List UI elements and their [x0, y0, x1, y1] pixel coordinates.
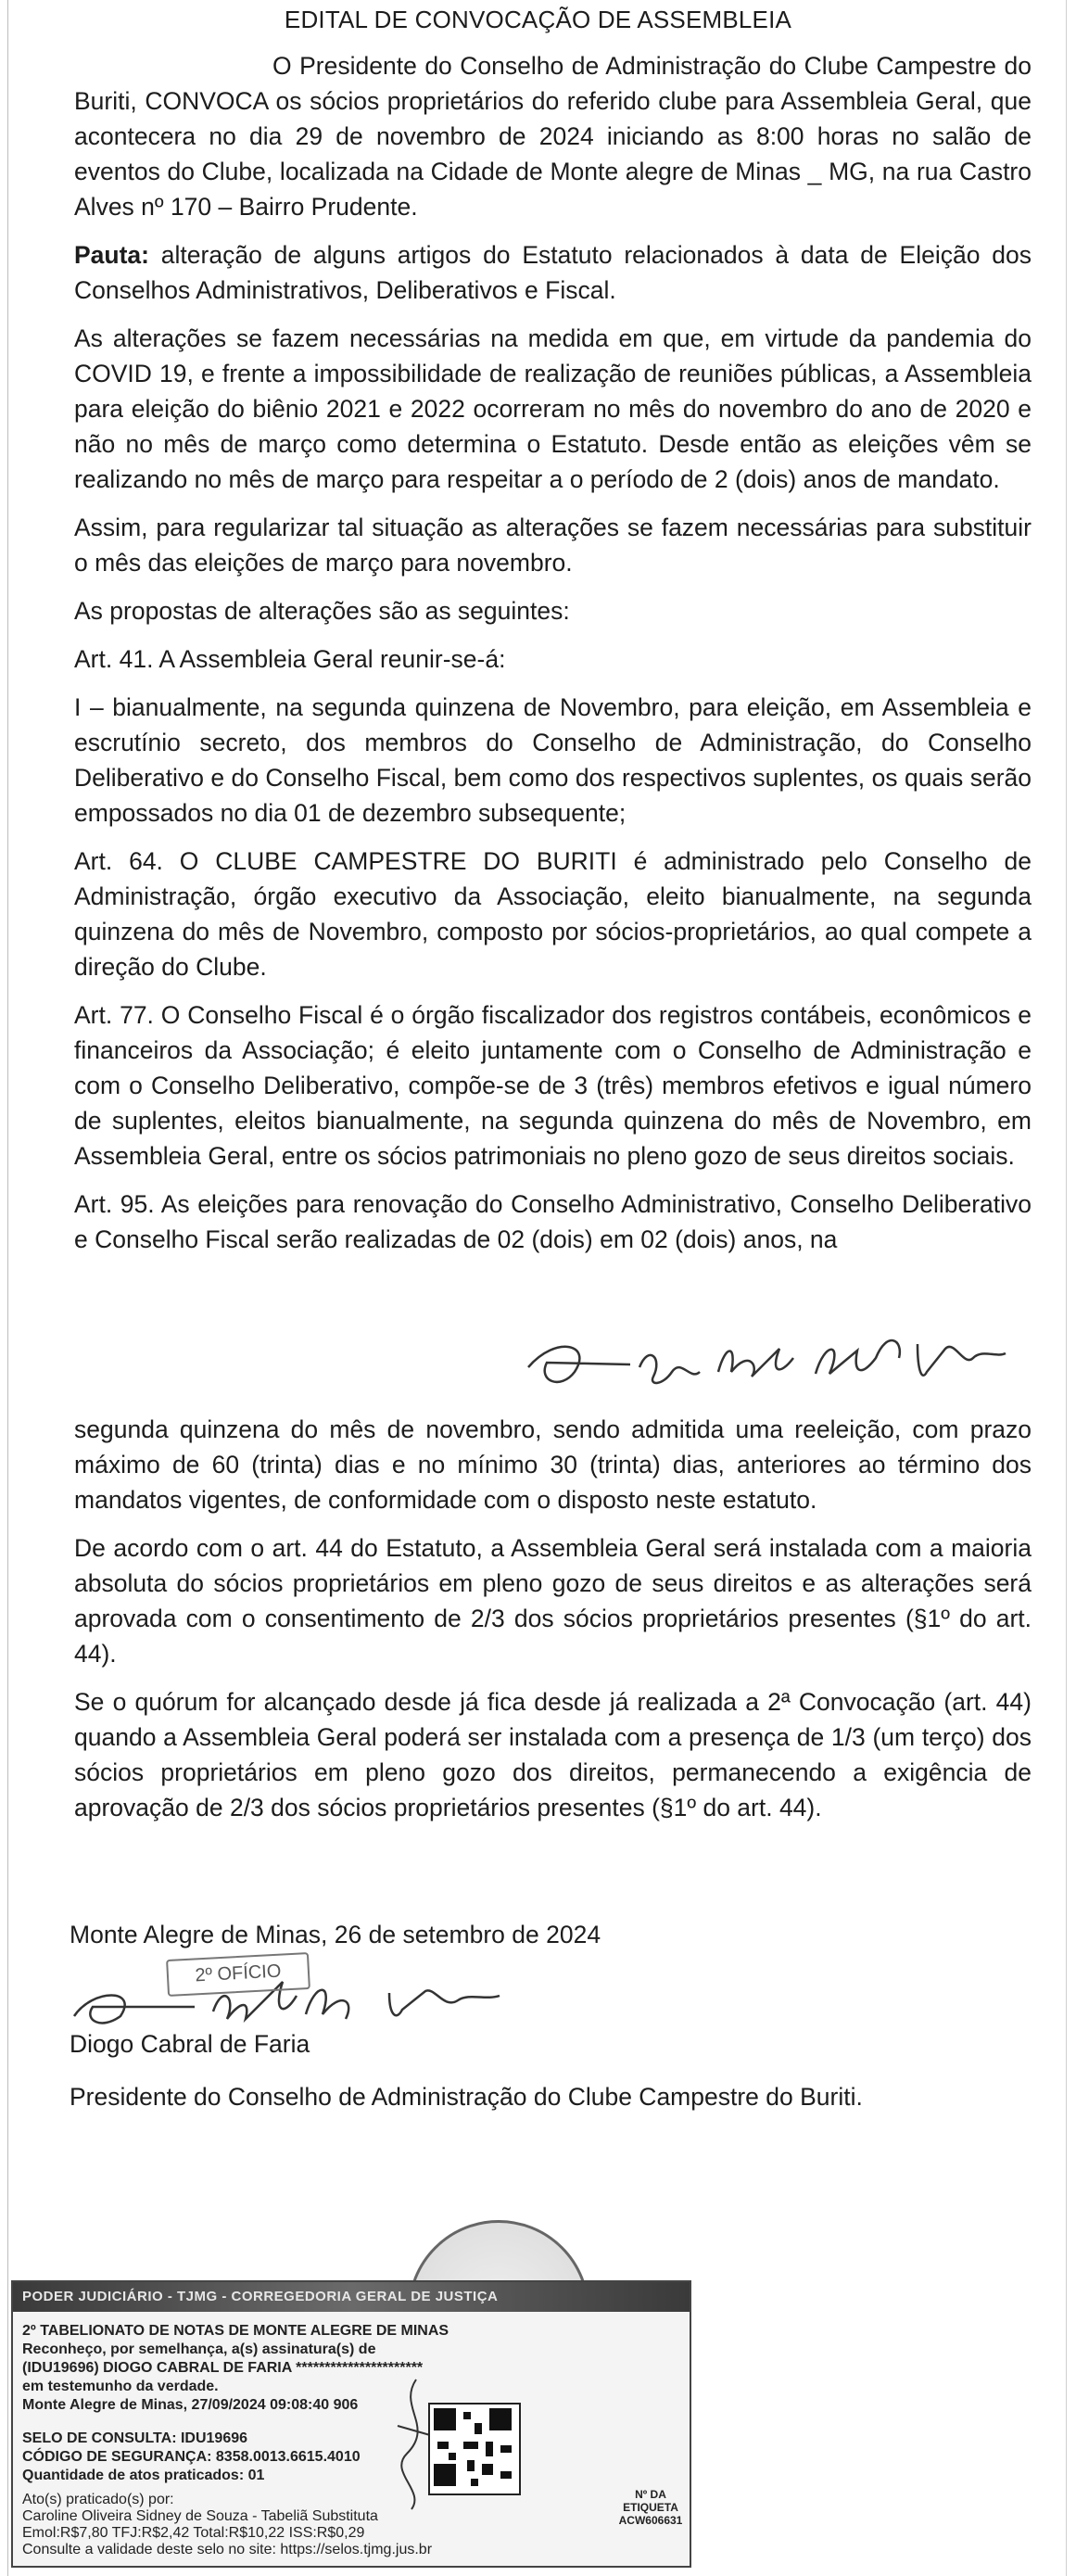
assim-paragraph: Assim, para regularizar tal situação as alterações se fazem necessárias para substituir o mês das eleições de março para novembro.: [74, 514, 1032, 577]
scan-edge-left: [7, 0, 8, 2576]
label-atos: Ato(s) praticado(s) por:: [22, 2492, 174, 2507]
propostas-paragraph: As propostas de alterações são as seguintes:: [74, 597, 570, 625]
art64-paragraph: Art. 64. O CLUBE CAMPESTRE DO BURITI é administrado pelo Conselho de Administração, órgão executivo da Associação, eleito bianualmente, na segunda quinzena do mês de Novembro, composto por sócios-proprietários, ao qual compete a direção do Clube.: [74, 847, 1032, 981]
label-line-1: Reconheço, por semelhança, a(s) assinatura(s) de: [22, 2341, 376, 2357]
label-line-3: em testemunho da verdade.: [22, 2379, 219, 2394]
label-selo: SELO DE CONSULTA: IDU19696: [22, 2430, 248, 2446]
signature-mid-page: [519, 1316, 1038, 1400]
label-quantidade: Quantidade de atos praticados: 01: [22, 2468, 265, 2483]
president-signature: [37, 1951, 593, 2035]
signer-name: Diogo Cabral de Faria: [70, 2030, 310, 2058]
label-header: PODER JUDICIÁRIO - TJMG - CORREGEDORIA GERAL DE JUSTIÇA: [13, 2282, 690, 2312]
etiqueta-label: Nº DA ETIQUETA: [623, 2488, 678, 2514]
scan-edge-right: [1066, 0, 1067, 2576]
label-tabelia: Caroline Oliveira Sidney de Souza - Tabeliã Substituta: [22, 2508, 378, 2524]
pauta-paragraph: [74, 237, 1032, 308]
label-line-2: (IDU19696) DIOGO CABRAL DE FARIA **********************: [22, 2360, 424, 2376]
oficio-stamp: 2º OFÍCIO: [166, 1952, 310, 1997]
label-office: 2º TABELIONATO DE NOTAS DE MONTE ALEGRE DE MINAS: [22, 2323, 449, 2339]
art77-paragraph: Art. 77. O Conselho Fiscal é o órgão fiscalizador dos registros contábeis, econômicos e financeiros da Associação; é eleito juntamente com o Conselho de Administração e com o Conselho Deliberativo, compõe-se de 3 (três) membros efetivos e igual número de suplentes, eleitos bianualmente, na segunda quinzena do mês de Novembro, em Assembleia Geral, entre os sócios patrimoniais no pleno gozo de seus direitos sociais.: [74, 1001, 1032, 1170]
body-bottom: [74, 1412, 1032, 1838]
quorum-paragraph: Se o quórum for alcançado desde já fica desde já realizada a 2ª Convocação (art. 44) quando a Assembleia Geral poderá ser instalada com a presença de 1/3 (um terço) dos sócios proprietários em pleno gozo dos direitos, permanecendo a exigência de aprovação de 2/3 dos sócios proprietários presentes (§1º do art. 44).: [74, 1688, 1032, 1821]
art41-item: I – bianualmente, na segunda quinzena de Novembro, para eleição, em Assembleia e escrutínio secreto, dos membros do Conselho de Administração, do Conselho Deliberativo e do Conselho Fiscal, bem como dos respectivos suplentes, os quais serão empossados no dia 01 de dezembro subsequente;: [74, 693, 1032, 827]
art95-paragraph-part1: Art. 95. As eleições para renovação do Conselho Administrativo, Conselho Deliberativo e Conselho Fiscal serão realizadas de 02 (dois) em 02 (dois) anos, na: [74, 1190, 1032, 1253]
label-emolumentos: Emol:R$7,80 TFJ:R$2,42 Total:R$10,22 ISS:R$0,29: [22, 2525, 365, 2541]
signer-role: Presidente do Conselho de Administração do Clube Campestre do Buriti.: [70, 2083, 863, 2111]
pauta-label: Pauta:: [74, 241, 149, 269]
label-codigo: CÓDIGO DE SEGURANÇA: 8358.0013.6615.4010: [22, 2449, 361, 2465]
art41-heading: Art. 41. A Assembleia Geral reunir-se-á:: [74, 645, 506, 673]
intro-paragraph: O Presidente do Conselho de Administração do Clube Campestre do Buriti, CONVOCA os sócios proprietários do referido clube para Assembleia Geral, que acontecera no dia 29 de novembro de 2024 iniciando as 8:00 horas no salão de eventos do Clube, localizada na Cidade de Monte alegre de Minas _ MG, na rua Castro Alves nº 170 – Bairro Prudente.: [74, 52, 1032, 221]
etiqueta-code: ACW606631: [618, 2514, 683, 2527]
qr-code: [428, 2403, 521, 2495]
alteracoes-paragraph: As alterações se fazem necessárias na medida em que, em virtude da pandemia do COVID 19, e frente a impossibilidade de realização de reuniões públicas, a Assembleia para eleição do biênio 2021 e 2022 ocorreram no mês do novembro do ano de 2020 e não no mês de março como determina o Estatuto. Desde então as eleições vêm se realizando no mês de março para respeitar a o período de 2 (dois) anos de mandato.: [74, 324, 1032, 493]
pauta-text: alteração de alguns artigos do Estatuto relacionados à data de Eleição dos Conselhos Administrativos, Deliberativos e Fiscal.: [74, 241, 1032, 304]
date-line: Monte Alegre de Minas, 26 de setembro de 2024: [70, 1921, 601, 1948]
body-top: [74, 48, 1032, 1270]
etiqueta-number: [617, 2488, 684, 2527]
label-consulte: Consulte a validade deste selo no site: https://selos.tjmg.jus.br: [22, 2542, 433, 2557]
notary-recognition-label: [11, 2280, 691, 2568]
label-line-4: Monte Alegre de Minas, 27/09/2024 09:08:40 906: [22, 2397, 359, 2413]
document-title: EDITAL DE CONVOCAÇÃO DE ASSEMBLEIA: [284, 6, 792, 33]
art95-paragraph-part2: segunda quinzena do mês de novembro, sendo admitida uma reeleição, com prazo máximo de 60 (trinta) dias e no mínimo 30 (trinta) dias, anteriores ao término dos mandatos vigentes, de conformidade com o disposto neste estatuto.: [74, 1415, 1032, 1514]
art44-paragraph: De acordo com o art. 44 do Estatuto, a Assembleia Geral será instalada com a maioria absoluta do sócios proprietários em pleno gozo de seus direitos e as alterações será aprovada com o consentimento de 2/3 dos sócios proprietários presentes (§1º do art. 44).: [74, 1534, 1032, 1668]
